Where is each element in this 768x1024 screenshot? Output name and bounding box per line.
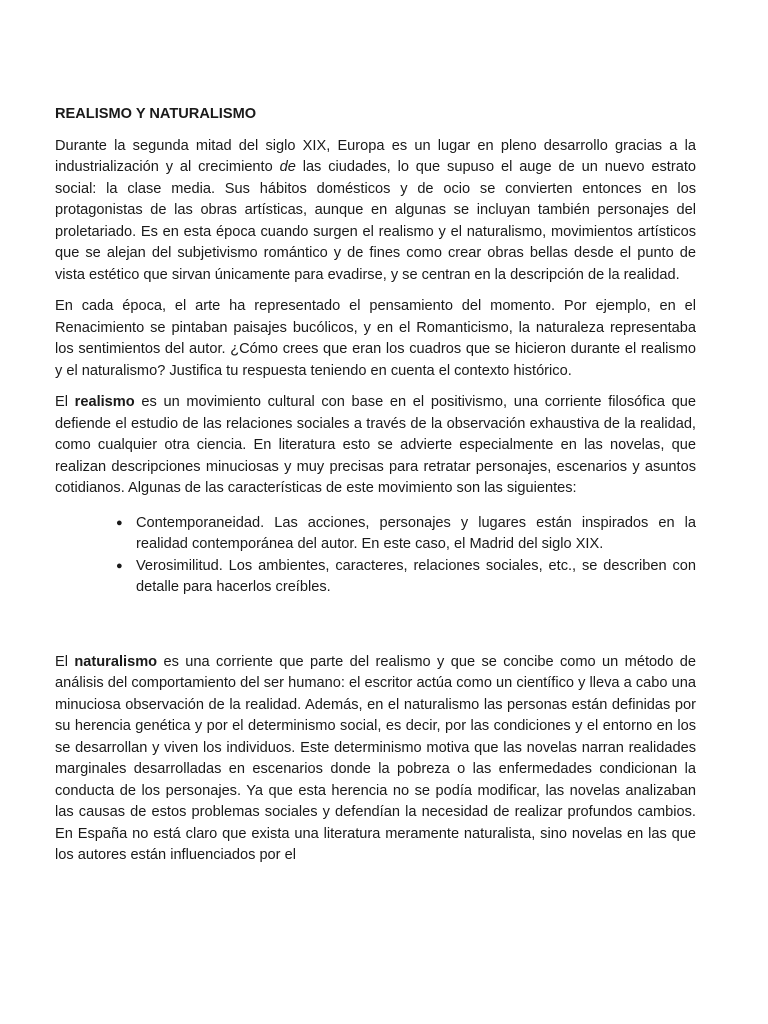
paragraph-realismo-lead: El	[55, 394, 75, 410]
document-title: REALISMO Y NATURALISMO	[55, 106, 257, 122]
paragraph-naturalismo	[55, 652, 696, 867]
paragraph-naturalismo-body: es una corriente que parte del realismo y que se concibe como un método de análisis del comportamiento del ser humano: el escritor actúa como un científico y lleva a cabo una minuciosa observación de la realidad. Además, en el naturalismo las personas están definidas por su herencia genética y por el determinismo social, es decir, por las condiciones y el entorno en los se desarrollan y viven los individuos. Este determinismo motiva que las novelas narran realidades marginales desarrolladas en escenarios donde la pobreza o las enfermedades condicionan la conducta de los personajes. Ya que esta herencia no se podía modificar, las novelas analizaban las causas de estos problemas sociales y defendían la necesidad de realizar profundos cambios. En España no está claro que exista una literatura meramente naturalista, sino novelas en las que los autores están influenciados por el	[55, 653, 696, 863]
paragraph-context-end: las ciudades, lo que supuso el auge de un nuevo estrato social: la clase media. Sus hábitos domésticos y de ocio se convierten entonces en los protagonistas de las obras artísticas, aunque en algunas se incluyan también personajes del proletariado. Es en esta época cuando surgen el realismo y el naturalismo, movimientos artísticos que se alejan del subjetivismo romántico y de fines como crear obras bellas desde el punto de vista estético que sirvan únicamente para evadirse, y se centran en la descripción de la realidad.	[55, 159, 696, 283]
emphasized-word: de	[279, 159, 296, 175]
document-page	[55, 104, 696, 867]
paragraph-context	[55, 136, 696, 287]
characteristics-list	[55, 513, 696, 599]
term-naturalismo: naturalismo	[74, 653, 158, 670]
paragraph-context-start: Durante la segunda mitad del siglo XIX, Europa es un lugar en pleno desarrollo gracias a la industrialización y al crecimiento	[55, 137, 696, 175]
list-item: ● Contemporaneidad. Las acciones, personajes y lugares están inspirados en la realidad contemporánea del autor. En este caso, el Madrid del siglo XIX.	[136, 513, 696, 556]
paragraph-question: En cada época, el arte ha representado el pensamiento del momento. Por ejemplo, en el Renacimiento se pintaban paisajes bucólicos, y en el Romanticismo, la naturaleza representaba los sentimientos del autor. ¿Cómo crees que eran los cuadros que se hicieron durante el realismo y el naturalismo? Justifica tu respuesta teniendo en cuenta el contexto histórico.	[55, 298, 696, 379]
paragraph-naturalismo-lead: El	[55, 653, 75, 670]
term-realismo: realismo	[74, 394, 135, 410]
list-item: ● Verosimilitud. Los ambientes, caracteres, relaciones sociales, etc., se describen con detalle para hacerlos creíbles.	[136, 556, 696, 599]
paragraph-realismo	[55, 392, 696, 500]
paragraph-realismo-body: es un movimiento cultural con base en el positivismo, una corriente filosófica que defiende el estudio de las relaciones sociales a través de la observación exhaustiva de la realidad, como cualquier otra ciencia. En literatura esto se advierte especialmente en las novelas, que realizan descripciones minuciosas y muy precisas para retratar personajes, escenarios y asuntos cotidianos. Algunas de las características de este movimiento son las siguientes:	[55, 394, 696, 496]
